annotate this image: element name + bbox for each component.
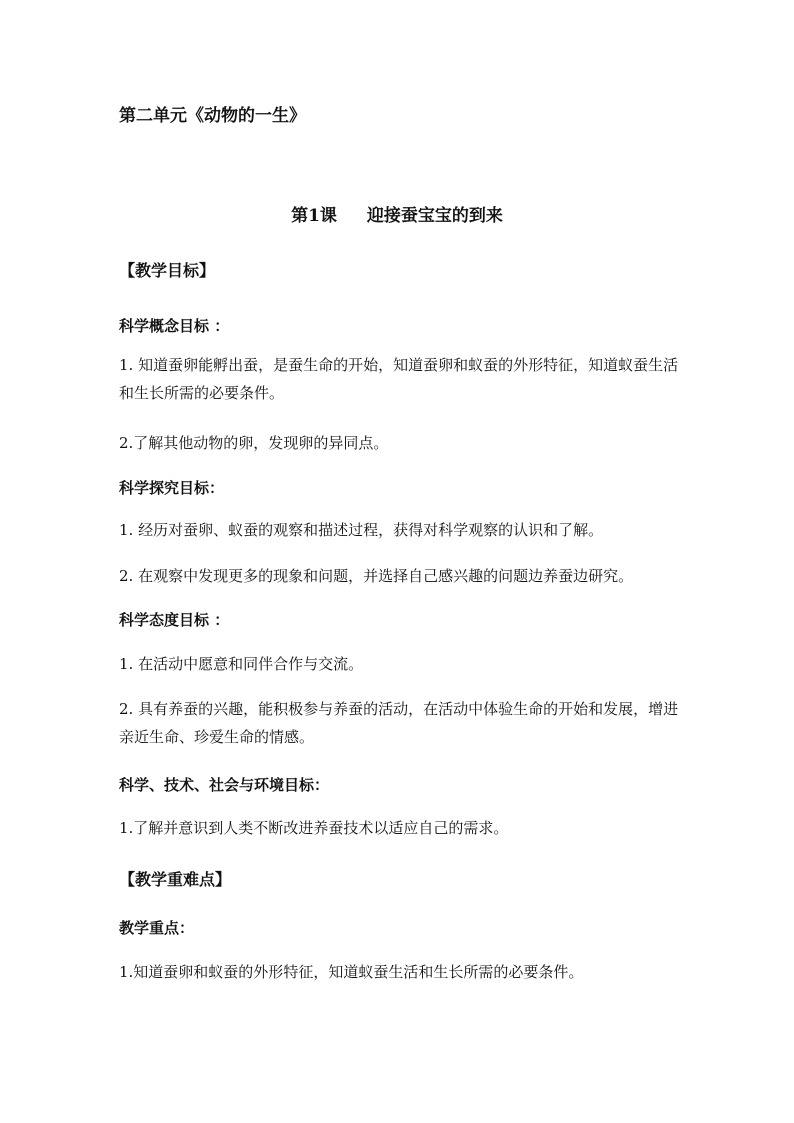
stse-item-1: 1.了解并意识到人类不断改进养蚕技术以适应自己的需求。 [119,819,509,837]
concept-item-2: 2.了解其他动物的卵，发现卵的异同点。 [119,434,389,452]
stse-goal-heading: 科学、技术、社会与环境目标： [119,776,330,794]
teaching-goals-heading: 【教学目标】 [119,261,216,280]
attitude-goal-heading: 科学态度目标 ： [119,611,230,629]
inquiry-item-2: 2. 在观察中发现更多的现象和问题，并选择自己感兴趣的问题边养蚕边研究。 [119,567,634,585]
attitude-item-1: 1. 在活动中愿意和同伴合作与交流。 [119,655,364,673]
inquiry-item-1: 1. 经历对蚕卵、蚁蚕的观察和描述过程，获得对科学观察的认识和了解。 [119,521,604,539]
lesson-title [0,206,794,226]
key-points-heading: 【教学重难点】 [119,870,232,889]
lesson-name: 迎接蚕宝宝的到来 [366,206,503,226]
key-focus-heading: 教学重点： [119,919,195,937]
concept-goal-heading: 科学概念目标 ： [119,317,230,335]
attitude-item-2: 2. 具有养蚕的兴趣，能积极参与养蚕的活动，在活动中体验生命的开始和发展，增进亲近生命、珍爱生命的情感。 [119,700,679,746]
unit-title: 第二单元《动物的一生》 [119,106,306,126]
lesson-number: 第1课 [291,206,337,226]
key-focus-item-1: 1.知道蚕卵和蚁蚕的外形特征，知道蚁蚕生活和生长所需的必要条件。 [119,963,584,981]
concept-item-1: 1. 知道蚕卵能孵出蚕，是蚕生命的开始，知道蚕卵和蚁蚕的外形特征，知道蚁蚕生活和生长所需的必要条件。 [119,356,679,402]
inquiry-goal-heading: 科学探究目标： [119,479,225,497]
